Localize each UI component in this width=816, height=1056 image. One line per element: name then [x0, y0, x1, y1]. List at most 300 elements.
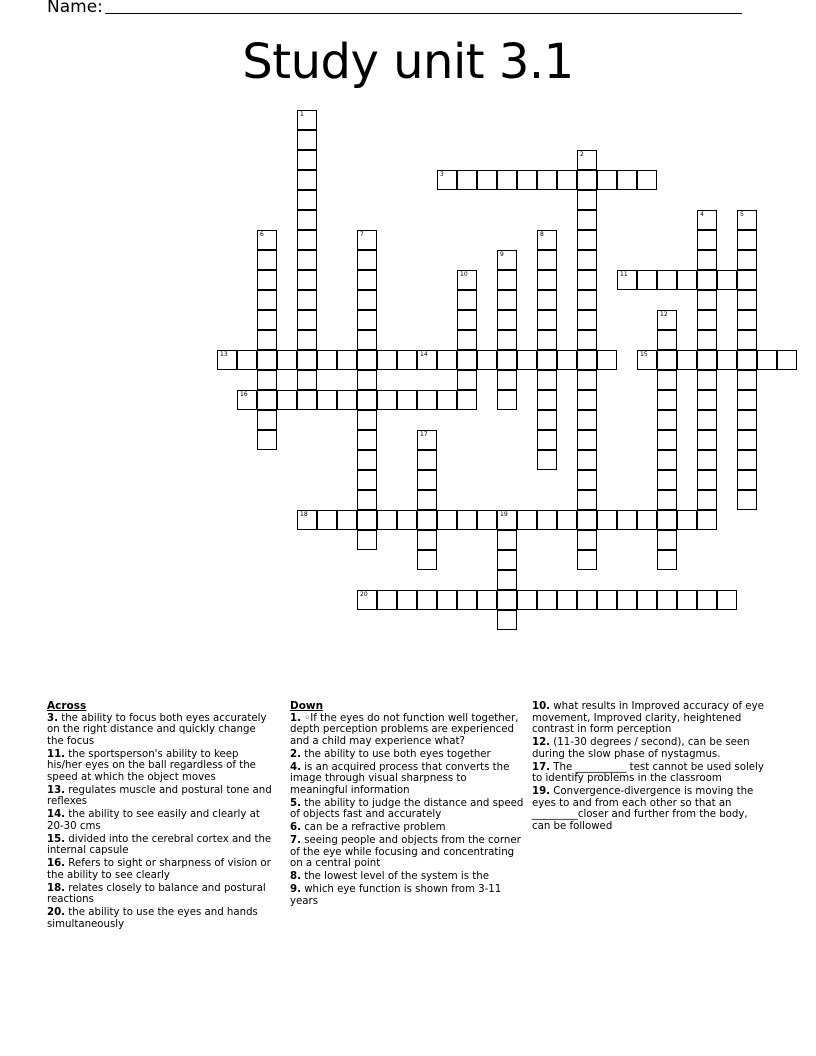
down-heading: Down	[290, 700, 324, 712]
grid-cell[interactable]	[577, 490, 597, 510]
clue-number-label: 14.	[47, 809, 66, 821]
grid-cell[interactable]	[497, 530, 517, 550]
clue-number: 19	[500, 511, 508, 518]
grid-cell[interactable]	[317, 350, 337, 370]
grid-cell[interactable]	[477, 510, 497, 530]
grid-cell[interactable]	[577, 290, 597, 310]
clue-text: what results in Improved accuracy of eye movement, Improved clarity, heightened contrast in form perception	[532, 701, 764, 736]
grid-cell[interactable]	[677, 590, 697, 610]
grid-cell[interactable]	[537, 430, 557, 450]
grid-cell[interactable]	[417, 450, 437, 470]
across-clue	[47, 713, 275, 748]
grid-cell[interactable]	[737, 210, 757, 230]
clue-number: 7	[360, 231, 364, 238]
grid-cell[interactable]	[657, 330, 677, 350]
grid-cell[interactable]	[437, 590, 457, 610]
grid-cell[interactable]	[577, 390, 597, 410]
clue-text: Convergence-divergence is moving the eyes to and from each other so that an _________closer and further from the body, can be followed	[532, 786, 754, 832]
grid-cell[interactable]	[297, 330, 317, 350]
grid-cell[interactable]	[697, 270, 717, 290]
grid-cell[interactable]	[357, 430, 377, 450]
grid-cell[interactable]	[297, 350, 317, 370]
grid-cell[interactable]	[437, 390, 457, 410]
grid-cell[interactable]	[737, 250, 757, 270]
grid-cell[interactable]	[497, 370, 517, 390]
clue-text: the lowest level of the system is the	[300, 871, 490, 883]
clue-number: 3	[440, 171, 444, 178]
grid-cell[interactable]	[737, 430, 757, 450]
across-clue	[47, 785, 275, 808]
across-clue	[47, 749, 275, 784]
grid-cell[interactable]	[677, 510, 697, 530]
grid-cell[interactable]	[737, 350, 757, 370]
grid-cell[interactable]	[537, 170, 557, 190]
grid-cell[interactable]	[397, 350, 417, 370]
grid-cell[interactable]	[697, 210, 717, 230]
grid-cell[interactable]	[697, 250, 717, 270]
grid-cell[interactable]	[417, 510, 437, 530]
across-clue	[47, 883, 275, 906]
grid-cell[interactable]	[357, 230, 377, 250]
down-clue	[290, 749, 526, 761]
grid-cell[interactable]	[737, 390, 757, 410]
down-clues-column-2	[532, 701, 768, 834]
grid-cell[interactable]	[577, 330, 597, 350]
grid-cell[interactable]	[457, 590, 477, 610]
grid-cell[interactable]	[357, 590, 377, 610]
grid-cell[interactable]	[657, 410, 677, 430]
grid-cell[interactable]	[537, 290, 557, 310]
grid-cell[interactable]	[257, 230, 277, 250]
grid-cell[interactable]	[457, 270, 477, 290]
grid-cell[interactable]	[317, 510, 337, 530]
clue-text: relates closely to balance and postural reactions	[47, 882, 266, 906]
across-clue	[47, 858, 275, 881]
grid-cell[interactable]	[637, 510, 657, 530]
grid-cell[interactable]	[357, 330, 377, 350]
grid-cell[interactable]	[257, 270, 277, 290]
clue-text: the ability to judge the distance and speed of objects fast and accurately	[290, 797, 524, 821]
across-clue	[47, 834, 275, 857]
grid-cell[interactable]	[297, 230, 317, 250]
grid-cell[interactable]	[577, 530, 597, 550]
grid-cell[interactable]	[657, 510, 677, 530]
clue-text: (11-30 degrees / second), can be seen during the slow phase of nystagmus.	[532, 737, 750, 760]
grid-cell[interactable]	[257, 330, 277, 350]
grid-cell[interactable]	[737, 290, 757, 310]
grid-cell[interactable]	[677, 350, 697, 370]
clue-number-label: 6.	[290, 822, 301, 834]
grid-cell[interactable]	[677, 270, 697, 290]
grid-cell[interactable]	[697, 370, 717, 390]
grid-cell[interactable]	[577, 410, 597, 430]
grid-cell[interactable]	[357, 350, 377, 370]
grid-cell[interactable]	[577, 510, 597, 530]
grid-cell[interactable]	[697, 430, 717, 450]
grid-cell[interactable]	[617, 170, 637, 190]
grid-cell[interactable]	[497, 510, 517, 530]
grid-cell[interactable]	[497, 270, 517, 290]
grid-cell[interactable]	[517, 510, 537, 530]
clue-number: 16	[240, 391, 248, 398]
down-clue	[532, 701, 768, 736]
grid-cell[interactable]	[437, 170, 457, 190]
grid-cell[interactable]	[597, 510, 617, 530]
grid-cell[interactable]	[357, 530, 377, 550]
grid-cell[interactable]	[697, 290, 717, 310]
grid-cell[interactable]	[577, 590, 597, 610]
clue-text: the ability to use both eyes together	[300, 748, 491, 760]
grid-cell[interactable]	[737, 470, 757, 490]
grid-cell[interactable]	[457, 390, 477, 410]
grid-cell[interactable]	[457, 370, 477, 390]
grid-cell[interactable]	[657, 490, 677, 510]
grid-cell[interactable]	[457, 290, 477, 310]
clue-number: 14	[420, 351, 428, 358]
grid-cell[interactable]	[697, 490, 717, 510]
grid-cell[interactable]	[737, 450, 757, 470]
clue-number-label: 8.	[290, 871, 301, 883]
grid-cell[interactable]	[577, 550, 597, 570]
grid-cell[interactable]	[357, 490, 377, 510]
grid-cell[interactable]	[697, 310, 717, 330]
down-clue	[290, 835, 526, 870]
grid-cell[interactable]	[657, 370, 677, 390]
grid-cell[interactable]	[217, 350, 237, 370]
grid-cell[interactable]	[737, 490, 757, 510]
grid-cell[interactable]	[617, 510, 637, 530]
clue-text: can be a refractive problem	[300, 822, 446, 834]
down-clue	[290, 884, 526, 907]
grid-cell[interactable]	[317, 390, 337, 410]
grid-cell[interactable]	[637, 590, 657, 610]
grid-cell[interactable]	[597, 170, 617, 190]
grid-cell[interactable]	[357, 270, 377, 290]
grid-cell[interactable]	[257, 370, 277, 390]
grid-cell[interactable]	[657, 470, 677, 490]
grid-cell[interactable]	[537, 350, 557, 370]
grid-cell[interactable]	[397, 510, 417, 530]
grid-cell[interactable]	[557, 170, 577, 190]
grid-cell[interactable]	[697, 510, 717, 530]
grid-cell[interactable]	[297, 150, 317, 170]
clue-number-label: 10.	[532, 701, 551, 712]
grid-cell[interactable]	[277, 350, 297, 370]
clue-number: 4	[700, 211, 704, 218]
grid-cell[interactable]	[577, 230, 597, 250]
grid-cell[interactable]	[297, 390, 317, 410]
grid-cell[interactable]	[537, 390, 557, 410]
down-clues-column-1	[290, 701, 526, 908]
grid-cell[interactable]	[537, 310, 557, 330]
down-clue	[290, 798, 526, 821]
clue-text: Refers to sight or sharpness of vision or the ability to see clearly	[47, 858, 271, 881]
grid-cell[interactable]	[557, 590, 577, 610]
grid-cell[interactable]	[237, 390, 257, 410]
grid-cell[interactable]	[737, 330, 757, 350]
grid-cell[interactable]	[357, 410, 377, 430]
clue-text: ◦If the eyes do not function well together, depth perception problems are experienced and a child may experience what?	[290, 712, 519, 747]
grid-cell[interactable]	[617, 590, 637, 610]
grid-cell[interactable]	[497, 590, 517, 610]
grid-cell[interactable]	[297, 310, 317, 330]
grid-cell[interactable]	[297, 370, 317, 390]
clue-number: 6	[260, 231, 264, 238]
clue-text: the ability to focus both eyes accurately on the right distance and quickly change the focus	[47, 712, 267, 747]
grid-cell[interactable]	[697, 230, 717, 250]
clue-text: the sportsperson's ability to keep his/her eyes on the ball regardless of the speed at which the object moves	[47, 748, 256, 783]
grid-cell[interactable]	[697, 450, 717, 470]
grid-cell[interactable]	[577, 470, 597, 490]
grid-cell[interactable]	[417, 430, 437, 450]
clue-number: 2	[580, 151, 584, 158]
grid-cell[interactable]	[657, 590, 677, 610]
grid-cell[interactable]	[577, 310, 597, 330]
grid-cell[interactable]	[577, 250, 597, 270]
grid-cell[interactable]	[657, 350, 677, 370]
clue-number: 10	[460, 271, 468, 278]
grid-cell[interactable]	[537, 330, 557, 350]
grid-cell[interactable]	[517, 590, 537, 610]
grid-cell[interactable]	[417, 490, 437, 510]
grid-cell[interactable]	[337, 390, 357, 410]
grid-cell[interactable]	[577, 170, 597, 190]
grid-cell[interactable]	[537, 370, 557, 390]
grid-cell[interactable]	[517, 170, 537, 190]
clue-number-label: 3.	[47, 712, 58, 724]
clue-number: 8	[540, 231, 544, 238]
grid-cell[interactable]	[497, 350, 517, 370]
grid-cell[interactable]	[397, 590, 417, 610]
grid-cell[interactable]	[737, 230, 757, 250]
grid-cell[interactable]	[477, 170, 497, 190]
clue-text: the ability to see easily and clearly at 20-30 cms	[47, 809, 260, 832]
clue-number-label: 11.	[47, 748, 66, 760]
grid-cell[interactable]	[497, 610, 517, 630]
grid-cell[interactable]	[417, 590, 437, 610]
clue-number: 15	[640, 351, 648, 358]
grid-cell[interactable]	[357, 370, 377, 390]
grid-cell[interactable]	[437, 510, 457, 530]
grid-cell[interactable]	[297, 210, 317, 230]
down-clue	[532, 737, 768, 760]
grid-cell[interactable]	[337, 510, 357, 530]
grid-cell[interactable]	[417, 390, 437, 410]
down-clue	[290, 822, 526, 834]
grid-cell[interactable]	[377, 390, 397, 410]
grid-cell[interactable]	[537, 510, 557, 530]
grid-cell[interactable]	[577, 270, 597, 290]
grid-cell[interactable]	[717, 350, 737, 370]
grid-cell[interactable]	[477, 350, 497, 370]
grid-cell[interactable]	[777, 350, 797, 370]
grid-cell[interactable]	[337, 350, 357, 370]
grid-cell[interactable]	[297, 250, 317, 270]
grid-cell[interactable]	[697, 390, 717, 410]
grid-cell[interactable]	[517, 350, 537, 370]
grid-cell[interactable]	[697, 330, 717, 350]
grid-cell[interactable]	[417, 350, 437, 370]
grid-cell[interactable]	[297, 290, 317, 310]
grid-cell[interactable]	[257, 410, 277, 430]
grid-cell[interactable]	[497, 290, 517, 310]
grid-cell[interactable]	[497, 170, 517, 190]
grid-cell[interactable]	[357, 390, 377, 410]
grid-cell[interactable]	[377, 590, 397, 610]
grid-cell[interactable]	[737, 410, 757, 430]
grid-cell[interactable]	[637, 270, 657, 290]
grid-cell[interactable]	[297, 270, 317, 290]
grid-cell[interactable]	[277, 390, 297, 410]
clue-number-label: 15.	[47, 833, 66, 845]
clue-number-label: 16.	[47, 858, 66, 870]
across-heading: Across	[47, 700, 87, 712]
clue-number: 12	[660, 311, 668, 318]
grid-cell[interactable]	[657, 450, 677, 470]
clue-number-label: 18.	[47, 882, 66, 894]
grid-cell[interactable]	[297, 130, 317, 150]
grid-cell[interactable]	[257, 290, 277, 310]
grid-cell[interactable]	[737, 310, 757, 330]
across-clue	[47, 907, 275, 930]
grid-cell[interactable]	[437, 350, 457, 370]
grid-cell[interactable]	[537, 410, 557, 430]
grid-cell[interactable]	[637, 170, 657, 190]
across-clues-column	[47, 701, 275, 932]
grid-cell[interactable]	[377, 510, 397, 530]
grid-cell[interactable]	[557, 510, 577, 530]
grid-cell[interactable]	[637, 350, 657, 370]
grid-cell[interactable]	[697, 410, 717, 430]
clue-number: 1	[300, 111, 304, 118]
grid-cell[interactable]	[537, 270, 557, 290]
clue-number-label: 12.	[532, 737, 551, 749]
grid-cell[interactable]	[237, 350, 257, 370]
grid-cell[interactable]	[657, 310, 677, 330]
grid-cell[interactable]	[557, 350, 577, 370]
clue-number-label: 19.	[532, 786, 551, 798]
grid-cell[interactable]	[697, 470, 717, 490]
grid-cell[interactable]	[297, 510, 317, 530]
grid-cell[interactable]	[357, 450, 377, 470]
grid-cell[interactable]	[657, 390, 677, 410]
grid-cell[interactable]	[597, 350, 617, 370]
grid-cell[interactable]	[697, 590, 717, 610]
grid-cell[interactable]	[297, 110, 317, 130]
grid-cell[interactable]	[357, 510, 377, 530]
grid-cell[interactable]	[657, 550, 677, 570]
page-title: Study unit 3.1	[242, 34, 574, 90]
grid-cell[interactable]	[577, 210, 597, 230]
grid-cell[interactable]	[577, 190, 597, 210]
grid-cell[interactable]	[457, 350, 477, 370]
grid-cell[interactable]	[357, 470, 377, 490]
grid-cell[interactable]	[497, 570, 517, 590]
grid-cell[interactable]	[357, 290, 377, 310]
grid-cell[interactable]	[577, 350, 597, 370]
down-clue	[290, 871, 526, 883]
grid-cell[interactable]	[257, 430, 277, 450]
grid-cell[interactable]	[257, 350, 277, 370]
grid-cell[interactable]	[497, 330, 517, 350]
grid-cell[interactable]	[657, 530, 677, 550]
grid-cell[interactable]	[357, 310, 377, 330]
clue-number-label: 20.	[47, 907, 66, 919]
clue-text: is an acquired process that converts the image through visual sharpness to meaningful information	[290, 761, 510, 796]
clue-number-label: 1.	[290, 712, 301, 724]
clue-text: the ability to use the eyes and hands simultaneously	[47, 907, 258, 930]
grid-cell[interactable]	[457, 510, 477, 530]
grid-cell[interactable]	[577, 370, 597, 390]
clue-number-label: 7.	[290, 835, 301, 847]
grid-cell[interactable]	[257, 390, 277, 410]
grid-cell[interactable]	[597, 590, 617, 610]
grid-cell[interactable]	[657, 430, 677, 450]
grid-cell[interactable]	[457, 310, 477, 330]
grid-cell[interactable]	[497, 390, 517, 410]
clue-text: regulates muscle and postural tone and reflexes	[47, 784, 272, 808]
grid-cell[interactable]	[417, 550, 437, 570]
grid-cell[interactable]	[417, 470, 437, 490]
clue-text: The __________ test cannot be used solely to identify problems in the classroom	[532, 761, 764, 785]
down-clue	[532, 786, 768, 832]
grid-cell[interactable]	[657, 270, 677, 290]
clue-number-label: 2.	[290, 748, 301, 760]
grid-cell[interactable]	[257, 250, 277, 270]
grid-cell[interactable]	[497, 250, 517, 270]
grid-cell[interactable]	[537, 590, 557, 610]
grid-cell[interactable]	[417, 530, 437, 550]
clue-number-label: 9.	[290, 883, 301, 895]
grid-cell[interactable]	[297, 190, 317, 210]
grid-cell[interactable]	[537, 250, 557, 270]
clue-number: 11	[620, 271, 628, 278]
grid-cell[interactable]	[757, 350, 777, 370]
clue-number: 9	[500, 251, 504, 258]
grid-cell[interactable]	[577, 430, 597, 450]
grid-cell[interactable]	[257, 310, 277, 330]
clue-number-label: 4.	[290, 761, 301, 773]
grid-cell[interactable]	[577, 150, 597, 170]
clue-number-label: 13.	[47, 784, 66, 796]
grid-cell[interactable]	[537, 230, 557, 250]
across-clue	[47, 809, 275, 832]
grid-cell[interactable]	[377, 350, 397, 370]
grid-cell[interactable]	[497, 310, 517, 330]
grid-cell[interactable]	[397, 390, 417, 410]
grid-cell[interactable]	[737, 270, 757, 290]
clue-number: 13	[220, 351, 228, 358]
grid-cell[interactable]	[617, 270, 637, 290]
grid-cell[interactable]	[737, 370, 757, 390]
grid-cell[interactable]	[357, 250, 377, 270]
grid-cell[interactable]	[497, 550, 517, 570]
clue-number: 5	[740, 211, 744, 218]
down-clue	[532, 762, 768, 785]
clue-number-label: 5.	[290, 797, 301, 809]
grid-cell[interactable]	[697, 350, 717, 370]
grid-cell[interactable]	[457, 330, 477, 350]
grid-cell[interactable]	[297, 170, 317, 190]
clue-number: 17	[420, 431, 428, 438]
name-label: Name:	[47, 0, 103, 17]
grid-cell[interactable]	[477, 590, 497, 610]
grid-cell[interactable]	[717, 590, 737, 610]
grid-cell[interactable]	[537, 450, 557, 470]
grid-cell[interactable]	[577, 450, 597, 470]
grid-cell[interactable]	[717, 270, 737, 290]
grid-cell[interactable]	[457, 170, 477, 190]
